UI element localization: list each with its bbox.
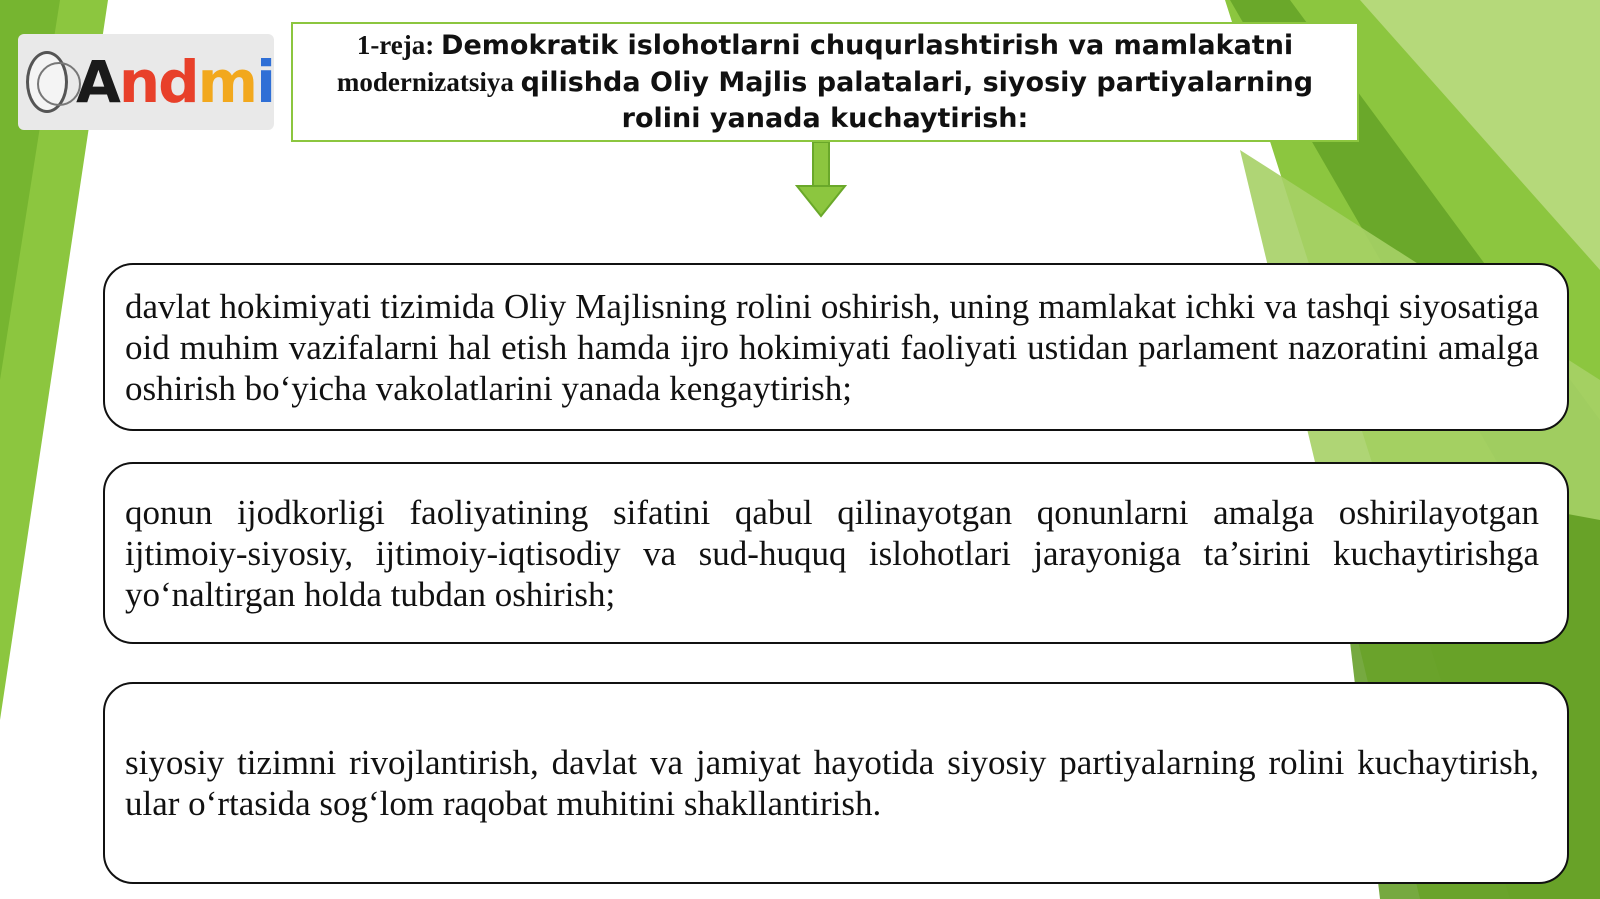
plan-item-text: qonun ijodkorligi faoliyatining sifatini qabul qilinayotgan qonunlarni amalga oshirilayotgan ijtimoiy-siyosiy, ijtimoiy-iqtisodiy va sud-huquq islohotlari jarayoniga ta’sirini kuchaytirishga yo‘naltirgan holda tubdan oshirish; <box>125 492 1539 614</box>
plan-item-text: davlat hokimiyati tizimida Oliy Majlisning rolini oshirish, uning mamlakat ichki va tashqi siyosatiga oid muhim vazifalarni hal etish hamda ijro hokimiyati faoliyati ustidan parlament nazoratini amalga oshirish bo‘yicha vakolatlarini yanada kengaytirish; <box>125 286 1539 408</box>
plan-title-box <box>291 22 1359 142</box>
down-arrow-icon <box>795 142 847 218</box>
plan-item-text: siyosiy tizimni rivojlantirish, davlat va jamiyat hayotida siyosiy partiyalarning rolini kuchaytirish, ular o‘rtasida sog‘lom raqobat muhitini shakllantirish. <box>125 743 1539 823</box>
plan-item-1 <box>103 263 1569 431</box>
plan-item-3 <box>103 682 1569 884</box>
andmi-logo <box>18 34 274 130</box>
plan-item-2 <box>103 462 1569 644</box>
plan-title: 1-reja: Demokratik islohotlarni chuqurlashtirish va mamlakatni modernizatsiya qilishda Oliy Majlis palatalari, siyosiy partiyalarning rolini yanada kuchaytirish: <box>336 30 1314 134</box>
logo-wordmark: Andmi <box>75 48 274 116</box>
university-seal-icon <box>26 51 68 113</box>
